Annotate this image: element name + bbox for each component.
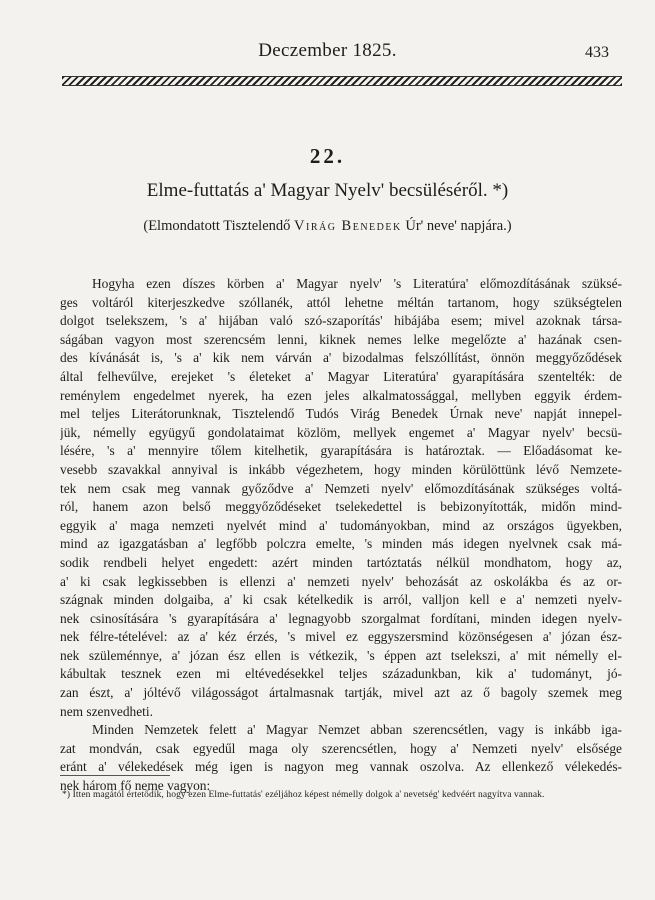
body-line: jük, némelly együgyű gondolataimat közlöm, mellyek engemet a' Magyar nyelv' becsü- <box>60 424 622 440</box>
body-line: a' ki csak legkissebben is ellenzi a' nemzeti nyelv' behozását az oskolákba és az or- <box>60 573 622 589</box>
body-line: nek szüleménnye, a' józan ész ellen is vétkezik, 's éppen azt tselekszi, a' mit némelly el- <box>60 647 622 663</box>
body-line: dolgot tselekszem, 's a' hijában való szó-szaporítás' hibájába esem; mivel azoknak társa- <box>60 313 622 329</box>
running-header-date: Deczember 1825. <box>258 40 397 61</box>
body-line: tek nem csak meg vannak győződve a' Nemzeti nyelv' előmozdításának szükséges voltá- <box>60 480 622 496</box>
body-line: ságában vagyon most szerencsém lenni, kiknek nemes lelke megelőzte a' hazának csen- <box>60 331 622 347</box>
body-line: kábultak tesznek ezen mi eltévedésekkel teljes századunkban, kik a' tudományt, jó- <box>60 666 622 682</box>
subtitle-author: Virág Benedek <box>294 218 402 234</box>
body-line: lésére, 's a' mennyire tőlem kitelhetik, gyarapítására is határoztak. — Előadásomat ke- <box>60 443 622 459</box>
body-line: nek három fő neme vagyon: <box>60 778 211 794</box>
body-line: vesebb szavakkal annyival is inkább végezhetem, hogy minden körülöttünk lévő Nemzete- <box>60 461 622 477</box>
article-title: Elme-futtatás a' Magyar Nyelv' becsüléséről. *) <box>146 180 509 201</box>
body-text <box>60 275 622 796</box>
body-line: zan észt, a' jóltévő világosságot ártalmasnak tartják, mivel azt az ő bagoly szemek meg <box>60 685 622 701</box>
footnote: *) Itten magától értetődik, hogy ezen Elme-futtatás' ezéljához képest némelly dolgok a' nevetség' kedvéért nagyítva vannak. <box>62 790 545 800</box>
body-line: sodik rendbeli helyet engedett: azért minden tartóztatás nélkül mondhatom, hogy az, <box>60 554 622 570</box>
body-line: eránt a' vélekedések még igen is nagyon meg vannak oszolva. Az ellenkező vélekedés- <box>60 759 622 775</box>
subtitle-prefix: (Elmondatott Tisztelendő <box>143 218 295 234</box>
body-line: zat mondván, csak egyedűl maga oly szerencsétlen, hogy a' Nemzeti nyelv' elsősége <box>60 740 622 756</box>
subtitle-suffix: Úr' neve' napjára.) <box>401 218 512 234</box>
body-line: mind az igazgatásban a' legfőbb polczra emelte, 's minden más idegen nyelvnek csak má- <box>60 536 622 552</box>
body-line: nek félre-tételével: az a' kéz érzés, 's mivel ez eggyszersmind közönségesen a' józan ész- <box>60 629 622 645</box>
body-line: eggyik a' maga nemzeti nyelvét mind a' tudományokban, mind az országos ügyekben, <box>60 517 622 533</box>
body-line: Hogyha ezen díszes körben a' Magyar nyelv' 's Literatúra' előmozdításának szüksé- <box>92 276 622 291</box>
body-line: nem szenvedheti. <box>60 703 153 719</box>
body-line: szágnak minden dolgaiba, a' ki csak kételkedik is arról, valljon kell e a' nemzeti nyelv- <box>60 592 622 608</box>
body-line: des kívánását is, 's a' kik nem várván a' bizodalmas felszóllítást, önnön meggyőződések <box>60 350 622 366</box>
body-line: Minden Nemzetek felett a' Magyar Nemzet abban szerencsétlen, vagy is inkább iga- <box>92 722 622 738</box>
body-line: ról, hanem azon belső meggyőződéseket tselekedettel is bebizonyították, midőn mind- <box>60 499 622 515</box>
article-number: 22. <box>309 144 346 168</box>
footnote-rule <box>60 775 170 776</box>
body-line: ges voltáról kiterjeszkedve szóllanék, attól lehetne méltán tartanom, hogy szükségtelen <box>60 294 622 310</box>
body-line: mel teljes Literátorunknak, Tisztelendő Tudós Virág Benedek Úrnak neve' napját innepel- <box>60 406 622 422</box>
article-subtitle <box>0 218 655 235</box>
body-line: által felhevűlve, erejeket 's életeket a' Magyar Literatúra' gyarapítására szentelték: de <box>60 368 622 384</box>
body-line: reménylem engedelmet nyerek, ha ezen jeles alkalmatossággal, mellyben eggyik érdem- <box>60 387 622 403</box>
decorative-rule <box>62 76 622 86</box>
page-number: 433 <box>585 44 609 61</box>
body-line: nek csinosítására 's gyarapítására a' legnagyobb szorgalmat fordítani, minden idegen nyelv- <box>60 610 622 626</box>
